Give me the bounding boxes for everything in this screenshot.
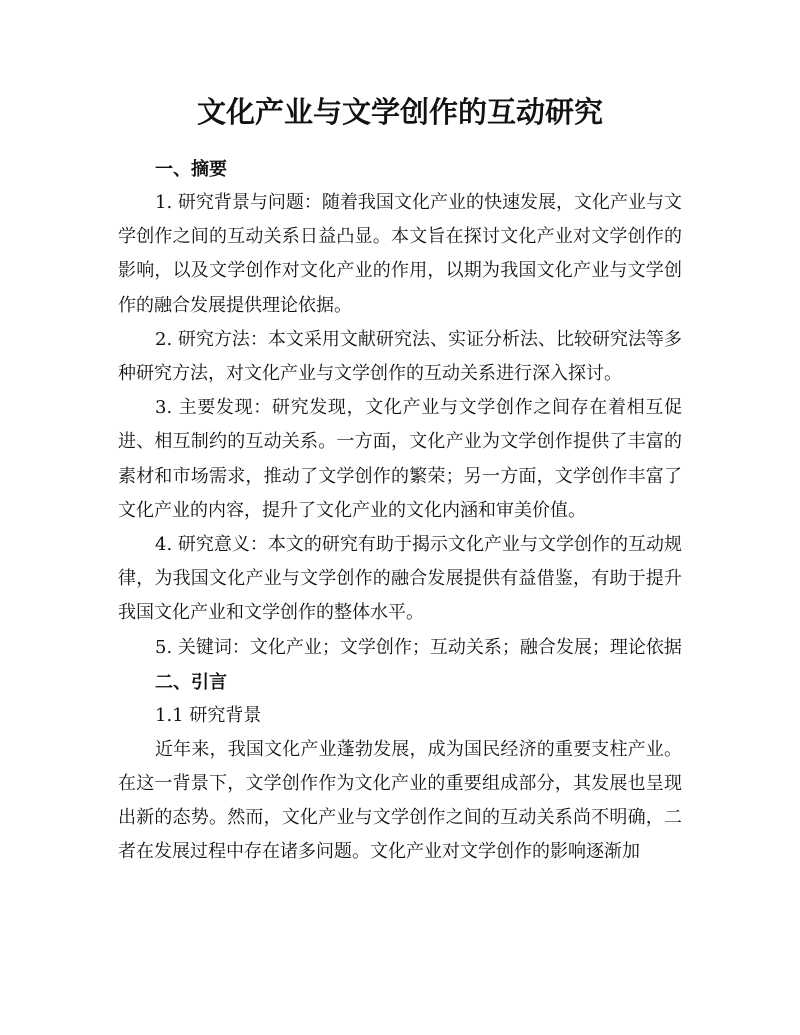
keywords-paragraph: 5. 关键词：文化产业；文学创作；互动关系；融合发展；理论依据 <box>155 636 682 658</box>
introduction-section <box>118 667 682 870</box>
research-background-subheading: 1.1 研究背景 <box>155 704 262 726</box>
abstract-section <box>118 154 682 665</box>
document-title: 文化产业与文学创作的互动研究 <box>196 95 603 129</box>
abstract-paragraph: 3. 主要发现：研究发现，文化产业与文学创作之间存在着相互促进、相互制约的互动关系。一方面，文化产业为文学创作提供了丰富的素材和市场需求，推动了文学创作的繁荣；另一方面，文学创作丰富了文化产业的内容，提升了文化产业的文化内涵和审美价值。 <box>118 397 682 521</box>
introduction-heading: 二、引言 <box>155 671 227 693</box>
abstract-paragraph: 1. 研究背景与问题：随着我国文化产业的快速发展，文化产业与文学创作之间的互动关系日益凸显。本文旨在探讨文化产业对文学创作的影响，以及文学创作对文化产业的作用，以期为我国文化产业与文学创作的融合发展提供理论依据。 <box>118 192 682 316</box>
abstract-paragraph: 2. 研究方法：本文采用文献研究法、实证分析法、比较研究法等多种研究方法，对文化产业与文学创作的互动关系进行深入探讨。 <box>118 328 682 385</box>
abstract-paragraph: 4. 研究意义：本文的研究有助于揭示文化产业与文学创作的互动规律，为我国文化产业与文学创作的融合发展提供有益借鉴，有助于提升我国文化产业和文学创作的整体水平。 <box>118 534 682 624</box>
introduction-paragraph: 近年来，我国文化产业蓬勃发展，成为国民经济的重要支柱产业。在这一背景下，文学创作作为文化产业的重要组成部分，其发展也呈现出新的态势。然而，文化产业与文学创作之间的互动关系尚不明确，二者在发展过程中存在诸多问题。文化产业对文学创作的影响逐渐加 <box>118 738 682 863</box>
abstract-heading: 一、摘要 <box>155 159 227 180</box>
